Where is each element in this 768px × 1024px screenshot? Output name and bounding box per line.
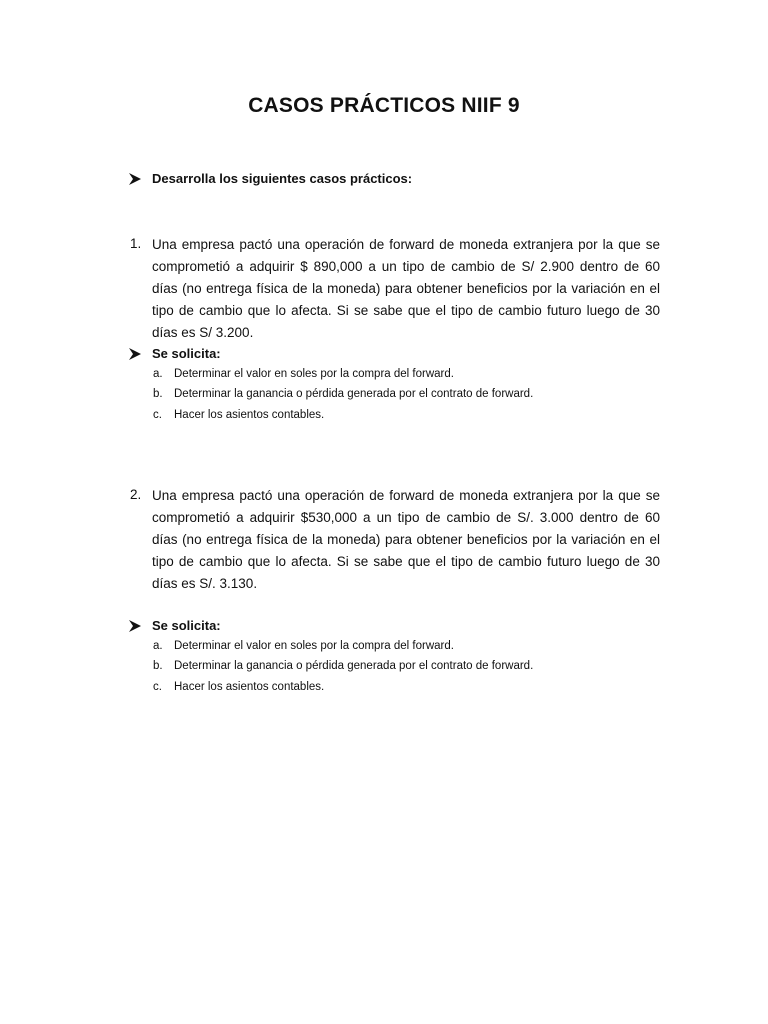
case-1-line: comprometió a adquirir $ 890,000 a un tipo de cambio de S/ 2.900 dentro de 60 bbox=[152, 259, 660, 274]
case-2-request-label: Se solicita: bbox=[152, 618, 221, 633]
arrow-bullet-icon bbox=[128, 347, 142, 361]
case-1-request-label: Se solicita: bbox=[152, 346, 221, 361]
arrow-bullet-icon bbox=[128, 172, 142, 186]
case-1-item-text: Determinar el valor en soles por la compra del forward. bbox=[174, 368, 454, 380]
case-1-number: 1. bbox=[130, 236, 142, 251]
case-2-item-text: Determinar la ganancia o pérdida generada por el contrato de forward. bbox=[174, 660, 534, 672]
case-2-paragraph bbox=[152, 485, 660, 595]
case-2-line: tipo de cambio que lo afecta. Si se sabe que el tipo de cambio futuro luego de 30 bbox=[152, 554, 660, 569]
page-title: CASOS PRÁCTICOS NIIF 9 bbox=[248, 94, 520, 117]
case-2-item-text: Hacer los asientos contables. bbox=[174, 681, 325, 693]
case-1-item-letter: c. bbox=[153, 409, 162, 421]
case-1-item-letter: a. bbox=[153, 368, 163, 380]
case-2-item-letter: c. bbox=[153, 681, 162, 693]
case-2-line: días es S/. 3.130. bbox=[152, 576, 258, 591]
case-1-item-letter: b. bbox=[153, 388, 163, 400]
case-2-line: comprometió a adquirir $530,000 a un tipo de cambio de S/. 3.000 dentro de 60 bbox=[152, 510, 660, 525]
case-1-line: tipo de cambio que lo afecta. Si se sabe que el tipo de cambio futuro luego de 30 bbox=[152, 303, 660, 318]
intro-text: Desarrolla los siguientes casos prácticos: bbox=[152, 171, 413, 186]
case-2-item-letter: a. bbox=[153, 640, 163, 652]
case-2-item-letter: b. bbox=[153, 660, 163, 672]
case-1-line: Una empresa pactó una operación de forward de moneda extranjera por la que se bbox=[152, 237, 660, 252]
case-1-line: días es S/ 3.200. bbox=[152, 325, 254, 340]
case-1-item-text: Hacer los asientos contables. bbox=[174, 409, 325, 421]
arrow-bullet-icon bbox=[128, 619, 142, 633]
case-1-line: días (no entrega física de la moneda) para obtener beneficios por la variación en el bbox=[152, 281, 660, 296]
case-1-item-text: Determinar la ganancia o pérdida generada por el contrato de forward. bbox=[174, 388, 534, 400]
case-2-number: 2. bbox=[130, 487, 142, 502]
case-2-line: días (no entrega física de la moneda) para obtener beneficios por la variación en el bbox=[152, 532, 660, 547]
case-2-line: Una empresa pactó una operación de forward de moneda extranjera por la que se bbox=[152, 488, 660, 503]
case-2-item-text: Determinar el valor en soles por la compra del forward. bbox=[174, 640, 454, 652]
case-1-paragraph bbox=[152, 234, 660, 344]
